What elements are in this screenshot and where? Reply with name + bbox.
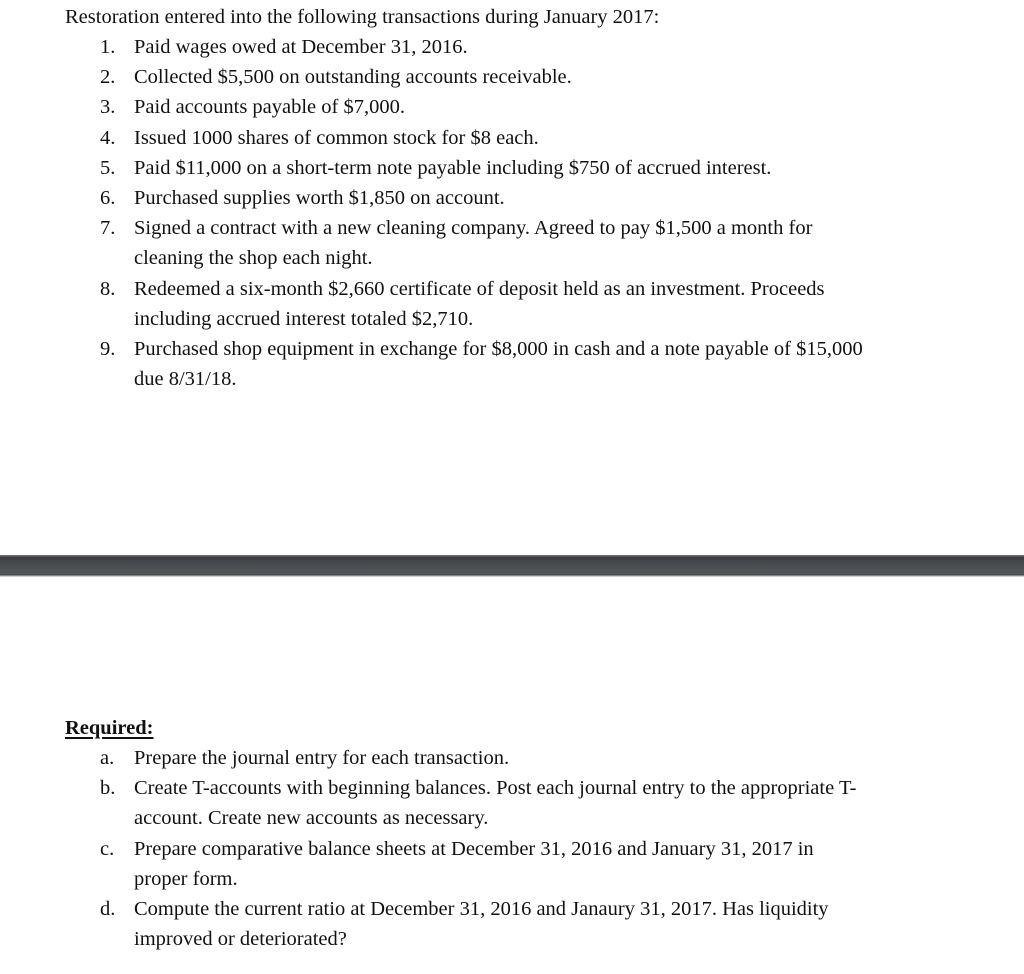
item-text-line-1: Compute the current ratio at December 31, 2016 and Janaury 31, 2017. Has liquidity	[134, 898, 829, 921]
item-text-line-2: account. Create new accounts as necessary.	[134, 807, 489, 830]
intro-sentence: Restoration entered into the following transactions during January 2017:	[65, 6, 660, 28]
item-number: 3.	[100, 96, 116, 119]
item-text: Purchased supplies worth $1,850 on account.	[134, 187, 505, 210]
required-item	[0, 743, 1024, 773]
item-letter: a.	[100, 747, 115, 769]
transaction-item	[0, 123, 1024, 153]
item-text-line-1: Redeemed a six-month $2,660 certificate of deposit held as an investment. Proceeds	[134, 277, 825, 300]
required-item	[0, 834, 1024, 894]
transaction-item	[0, 213, 1024, 273]
transaction-item	[0, 153, 1024, 183]
item-number: 5.	[100, 156, 116, 179]
item-text: Collected $5,500 on outstanding accounts receivable.	[134, 66, 572, 89]
item-number: 9.	[100, 338, 116, 361]
required-item	[0, 894, 1024, 954]
item-text-line-1: Signed a contract with a new cleaning company. Agreed to pay $1,500 a month for	[134, 217, 813, 240]
transaction-item	[0, 62, 1024, 92]
item-text-line-2: proper form.	[134, 867, 238, 890]
item-number: 6.	[100, 187, 116, 210]
item-letter: b.	[100, 777, 116, 800]
item-text-line-1: Prepare comparative balance sheets at December 31, 2016 and January 31, 2017 in	[134, 837, 814, 860]
item-text: Prepare the journal entry for each transaction.	[134, 747, 510, 769]
item-text: Issued 1000 shares of common stock for $8 each.	[134, 126, 539, 149]
required-list	[0, 743, 1024, 954]
item-letter: c.	[100, 837, 115, 860]
item-number: 2.	[100, 66, 116, 89]
item-text-line-2: due 8/31/18.	[134, 368, 237, 391]
item-text-line-2: including accrued interest totaled $2,710.	[134, 307, 474, 330]
required-item	[0, 773, 1024, 833]
page-break-divider	[0, 555, 1024, 577]
item-text: Paid wages owed at December 31, 2016.	[134, 36, 468, 58]
transaction-item	[0, 334, 1024, 394]
item-number: 7.	[100, 217, 116, 240]
transaction-item	[0, 32, 1024, 62]
item-text-line-1: Create T-accounts with beginning balances. Post each journal entry to the appropriate T-	[134, 777, 857, 800]
item-number: 1.	[100, 36, 116, 58]
item-text-line-1: Purchased shop equipment in exchange for $8,000 in cash and a note payable of $15,000	[134, 338, 863, 361]
required-heading: Required:	[65, 717, 154, 739]
item-text-line-2: cleaning the shop each night.	[134, 247, 373, 270]
item-number: 8.	[100, 277, 116, 300]
page-bottom	[0, 577, 1024, 974]
item-text: Paid $11,000 on a short-term note payable including $750 of accrued interest.	[134, 156, 772, 179]
transaction-item	[0, 183, 1024, 213]
transaction-list	[0, 32, 1024, 394]
item-text-line-2: improved or deteriorated?	[134, 928, 347, 951]
transaction-item	[0, 92, 1024, 122]
item-text: Paid accounts payable of $7,000.	[134, 96, 405, 119]
item-number: 4.	[100, 126, 116, 149]
item-letter: d.	[100, 898, 116, 921]
transaction-item	[0, 274, 1024, 334]
